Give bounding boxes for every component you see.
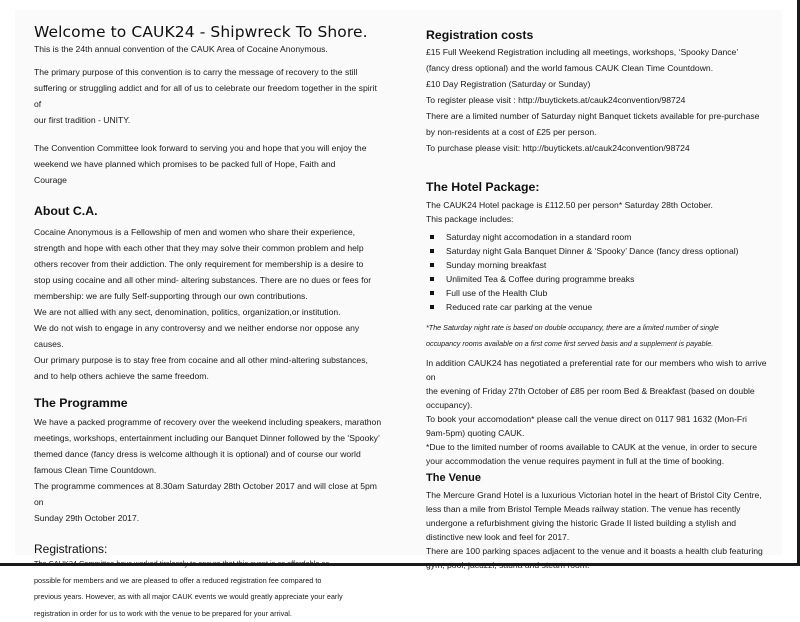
text-line: *Due to the limited number of rooms available to CAUK at the venue, in order to secure — [426, 440, 776, 454]
text-line: The Mercure Grand Hotel is a luxurious Victorian hotel in the heart of Bristol City Centre, — [426, 488, 776, 502]
hotel-package-heading: The Hotel Package: — [426, 178, 776, 196]
package-includes-list — [426, 230, 776, 314]
text-line: The CAUK24 Committee have worked tirelessly to ensure that this event is as affordable as — [34, 556, 384, 573]
text-line: and to help others achieve the same freedom. — [34, 368, 384, 384]
registration-costs-section — [426, 26, 776, 156]
text-line: possible for members and we are pleased to offer a reduced registration fee compared to — [34, 573, 384, 590]
text-line: strength and hope with each other that they may solve their common problem and help — [34, 240, 384, 256]
list-item — [426, 272, 776, 286]
text-line: We do not wish to engage in any controversy and we neither endorse nor oppose any causes. — [34, 320, 384, 352]
programme-section — [34, 394, 384, 526]
list-item — [426, 230, 776, 244]
text-line: gym, pool, jacuzzi, sauna and steam room. — [426, 558, 776, 572]
text-line: (fancy dress optional) and the world famous CAUK Clean Time Countdown. — [426, 60, 776, 76]
list-item-text: Full use of the Health Club — [446, 288, 547, 298]
occupancy-footnote — [426, 320, 776, 352]
text-line: others recover from their addiction. The only requirement for membership is a desire to — [34, 256, 384, 272]
page-title: Welcome to CAUK24 - Shipwreck To Shore. — [34, 22, 384, 42]
bullet-icon — [430, 277, 434, 281]
list-item — [426, 300, 776, 314]
text-line: There are 100 parking spaces adjacent to the venue and it boasts a health club featuring — [426, 544, 776, 558]
text-line: the evening of Friday 27th October of £85 per room Bed & Breakfast (based on double — [426, 384, 776, 398]
purpose-paragraph — [34, 64, 384, 128]
left-column — [34, 22, 384, 622]
about-heading: About C.A. — [34, 202, 384, 220]
registrations-section — [34, 542, 384, 622]
text-line: weekend we have planned which promises to be packed full of Hope, Faith and — [34, 156, 384, 172]
registrations-heading: Registrations: — [34, 542, 384, 556]
bullet-icon — [430, 291, 434, 295]
list-item — [426, 244, 776, 258]
committee-paragraph — [34, 140, 384, 188]
text-line: registration in order for us to work with the venue to be prepared for your arrival. — [34, 606, 384, 622]
text-line: occupancy rooms available on a first come first served basis and a supplement is payable. — [426, 336, 776, 352]
purchase-link-line: To purchase please visit: http://buytickets.at/cauk24convention/98724 — [426, 140, 776, 156]
list-item-text: Unlimited Tea & Coffee during programme breaks — [446, 274, 634, 284]
intro-text: This is the 24th annual convention of the CAUK Area of Cocaine Anonymous. — [34, 42, 384, 56]
booking-phone-line: To book your accomodation* please call the venue direct on 0117 981 1632 (Mon-Fri — [426, 412, 776, 426]
list-item — [426, 258, 776, 272]
list-item-text: Sunday morning breakfast — [446, 260, 546, 270]
list-item-text: Saturday night accomodation in a standard room — [446, 232, 631, 242]
bullet-icon — [430, 305, 434, 309]
text-line: Our primary purpose is to stay free from cocaine and all other mind-altering substances, — [34, 352, 384, 368]
text-line: The Convention Committee look forward to serving you and hope that you will enjoy the — [34, 140, 384, 156]
text-line: We are not allied with any sect, denomination, politics, organization,or institution. — [34, 304, 384, 320]
text-line: The primary purpose of this convention is to carry the message of recovery to the still — [34, 64, 384, 80]
bullet-icon — [430, 263, 434, 267]
text-line: stop using cocaine and all other mind- altering substances. There are no dues or fees for — [34, 272, 384, 288]
text-line: Sunday 29th October 2017. — [34, 510, 384, 526]
bullet-icon — [430, 235, 434, 239]
text-line: In addition CAUK24 has negotiated a preferential rate for our members who wish to arrive on — [426, 356, 776, 384]
registration-costs-heading: Registration costs — [426, 26, 776, 44]
text-line: *The Saturday night rate is based on double occupancy, there are a limited number of single — [426, 320, 776, 336]
friday-rate-paragraph — [426, 356, 776, 468]
venue-section — [426, 470, 776, 572]
text-line: £10 Day Registration (Saturday or Sunday) — [426, 76, 776, 92]
text-line: £15 Full Weekend Registration including all meetings, workshops, ‘Spooky Dance’ — [426, 44, 776, 60]
text-line: The programme commences at 8.30am Saturday 28th October 2017 and will close at 5pm on — [34, 478, 384, 510]
text-line: undergone a refurbishment giving the historic Grade II listed building a stylish and — [426, 516, 776, 530]
text-line: previous years. However, as with all major CAUK events we would greatly appreciate your early — [34, 589, 384, 606]
hotel-package-section — [426, 178, 776, 468]
text-line: membership: we are fully Self-supporting through our own contributions. — [34, 288, 384, 304]
text-line: our first tradition - UNITY. — [34, 112, 384, 128]
bullet-icon — [430, 249, 434, 253]
text-line: your accommodation the venue requires payment in full at the time of booking. — [426, 454, 776, 468]
list-item-text: Reduced rate car parking at the venue — [446, 302, 592, 312]
list-item — [426, 286, 776, 300]
text-line: occupancy). — [426, 398, 776, 412]
text-line: themed dance (fancy dress is welcome although it is optional) and of course our world — [34, 446, 384, 462]
text-line: Cocaine Anonymous is a Fellowship of men and women who share their experience, — [34, 224, 384, 240]
includes-label: This package includes: — [426, 212, 776, 226]
right-column — [426, 26, 776, 572]
text-line: by non-residents at a cost of £25 per person. — [426, 124, 776, 140]
text-line: suffering or struggling addict and for all of us to celebrate our freedom together in the spirit of — [34, 80, 384, 112]
text-line: There are a limited number of Saturday night Banquet tickets available for pre-purchase — [426, 108, 776, 124]
text-line: distinctive new look and feel for 2017. — [426, 530, 776, 544]
text-line: famous Clean Time Countdown. — [34, 462, 384, 478]
text-line: 9am-5pm) quoting CAUK. — [426, 426, 776, 440]
about-section — [34, 202, 384, 384]
venue-heading: The Venue — [426, 470, 776, 486]
programme-heading: The Programme — [34, 394, 384, 412]
hotel-price-line: The CAUK24 Hotel package is £112.50 per person* Saturday 28th October. — [426, 198, 776, 212]
register-link-line: To register please visit : http://buytickets.at/cauk24convention/98724 — [426, 92, 776, 108]
text-line: We have a packed programme of recovery over the weekend including speakers, marathon — [34, 414, 384, 430]
text-line: meetings, workshops, entertainment including our Banquet Dinner followed by the ‘Spooky’ — [34, 430, 384, 446]
list-item-text: Saturday night Gala Banquet Dinner & ‘Spooky’ Dance (fancy dress optional) — [446, 246, 739, 256]
text-line: less than a mile from Bristol Temple Meads railway station. The venue has recently — [426, 502, 776, 516]
text-line: Courage — [34, 172, 384, 188]
